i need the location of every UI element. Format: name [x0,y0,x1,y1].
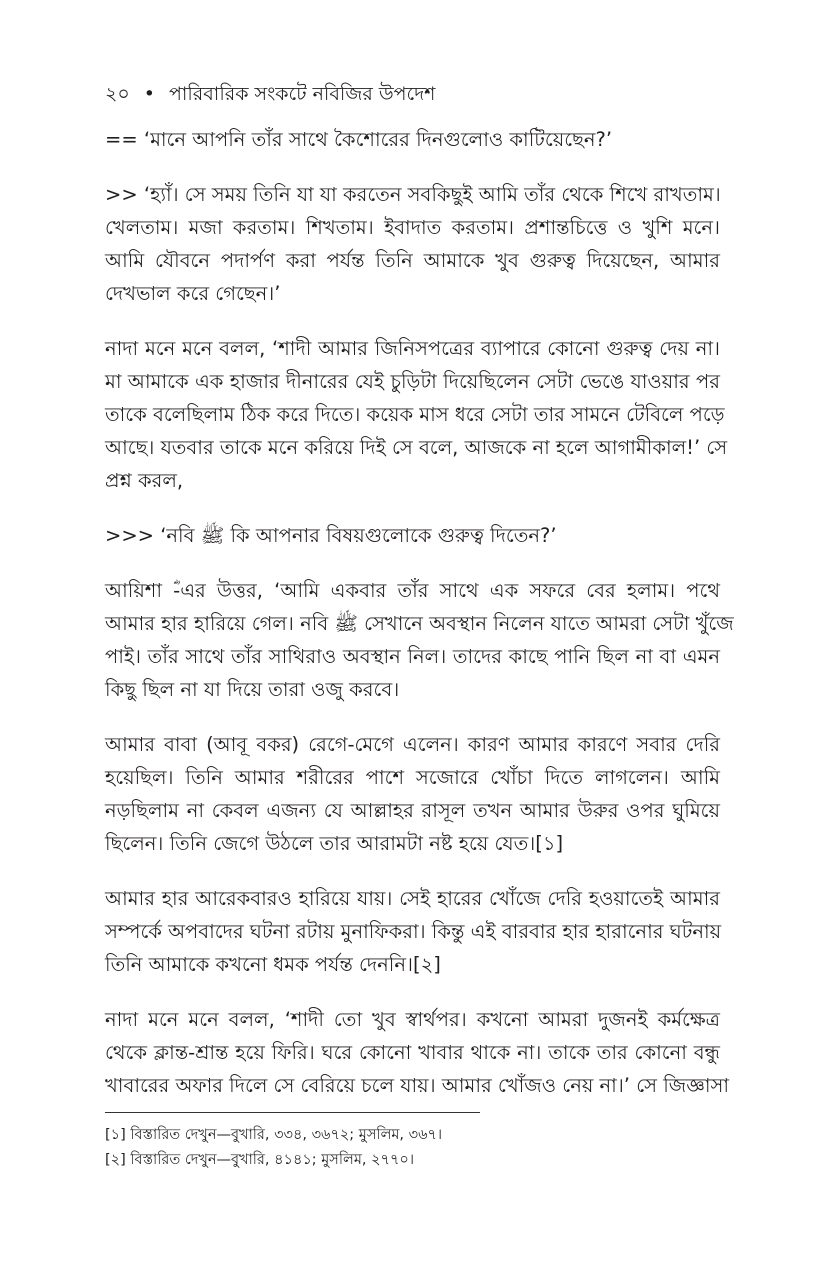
paragraph-6-line: ছিলেন। তিনি জেগে উঠলে তার আরামটা নষ্ট হয়ে যেত।[১] [105,832,564,855]
paragraph-7-line: তিনি আমাকে কখনো ধমক পর্যন্ত দেননি।[২] [105,953,441,976]
paragraph-8-line: খাবারের অফার দিলে সে বেরিয়ে চলে যায়। আমার খোঁজও নেয় না।’ সে জিজ্ঞাসা [105,1074,730,1097]
paragraph-3-line: তাকে বলেছিলাম ঠিক করে দিতে। কয়েক মাস ধরে সেটা তার সামনে টেবিলে পড়ে [105,403,725,426]
paragraph-5-line: আয়িশা ؓ-এর উত্তর, ‘আমি একবার তাঁর সাথে এক সফরে বের হলাম। পথে [105,579,720,602]
paragraph-3-line: নাদা মনে মনে বলল, ‘শাদী আমার জিনিসপত্রের ব্যাপারে কোনো গুরুত্ব দেয় না। [105,337,720,360]
paragraph-2-line: দেখভাল করে গেছেন।’ [105,282,281,305]
paragraph-3-line: আছে। যতবার তাকে মনে করিয়ে দিই সে বলে, আজকে না হলে আগামীকাল!’ সে [105,436,728,459]
paragraph-8-line: থেকে ক্লান্ত-শ্রান্ত হয়ে ফিরি। ঘরে কোনো খাবার থাকে না। তাকে তার কোনো বন্ধু [105,1041,720,1064]
footnote-2: [২] বিস্তারিত দেখুন—বুখারি, ৪১৪১; মুসলিম, ২৭৭০। [105,1152,415,1168]
footnote-divider [105,1112,480,1113]
paragraph-7-line: সম্পর্কে অপবাদের ঘটনা রটায় মুনাফিকরা। কিন্তু এই বারবার হার হারানোর ঘটনায় [105,920,722,943]
separator-bullet: • [143,83,155,105]
paragraph-6-line: হয়েছিল। তিনি আমার শরীরের পাশে সজোরে খোঁচা দিতে লাগলেন। আমি [105,766,720,789]
page-number: ২০ [105,83,130,105]
paragraph-8-line: নাদা মনে মনে বলল, ‘শাদী তো খুব স্বার্থপর। কখনো আমরা দুজনই কর্মক্ষেত্র [105,1008,720,1031]
paragraph-5-line: কিছু ছিল না যা দিয়ে তারা ওজু করবে। [105,678,400,701]
paragraph-2-line: আমি যৌবনে পদার্পণ করা পর্যন্ত তিনি আমাকে খুব গুরুত্ব দিয়েছেন, আমার [105,249,720,272]
paragraph-7-line: আমার হার আরেকবারও হারিয়ে যায়। সেই হারের খোঁজে দেরি হওয়াতেই আমার [105,887,720,910]
paragraph-4-line: >>> ‘নবি ﷺ কি আপনার বিষয়গুলোকে গুরুত্ব দিতেন?’ [105,524,557,547]
book-title: পারিবারিক সংকটে নবিজির উপদেশ [168,83,436,105]
footnote-1: [১] বিস্তারিত দেখুন—বুখারি, ৩৩৪, ৩৬৭২; মুসলিম, ৩৬৭। [105,1127,443,1143]
paragraph-2-line: খেলতাম। মজা করতাম। শিখতাম। ইবাদাত করতাম। প্রশান্তচিত্তে ও খুশি মনে। [105,216,720,239]
paragraph-1-line: == ‘মানে আপনি তাঁর সাথে কৈশোরের দিনগুলোও কাটিয়েছেন?’ [105,128,613,151]
paragraph-6-line: আমার বাবা (আবূ বকর) রেগে-মেগে এলেন। কারণ আমার কারণে সবার দেরি [105,733,720,756]
paragraph-3-line: প্রশ্ন করল, [105,469,184,492]
paragraph-2-line: >> ‘হ্যাঁ। সে সময় তিনি যা যা করতেন সবকিছুই আমি তাঁর থেকে শিখে রাখতাম। [105,183,721,206]
paragraph-5-line: আমার হার হারিয়ে গেল। নবি ﷺ সেখানে অবস্থান নিলেন যাতে আমরা সেটা খুঁজে [105,612,734,635]
running-header [105,80,435,112]
paragraph-6-line: নড়ছিলাম না কেবল এজন্য যে আল্লাহর রাসূল তখন আমার উরুর ওপর ঘুমিয়ে [105,799,720,822]
paragraph-3-line: মা আমাকে এক হাজার দীনারের যেই চুড়িটা দিয়েছিলেন সেটা ভেঙে যাওয়ার পর [105,370,720,393]
paragraph-5-line: পাই। তাঁর সাথে তাঁর সাথিরাও অবস্থান নিল। তাদের কাছে পানি ছিল না বা এমন [105,645,720,668]
